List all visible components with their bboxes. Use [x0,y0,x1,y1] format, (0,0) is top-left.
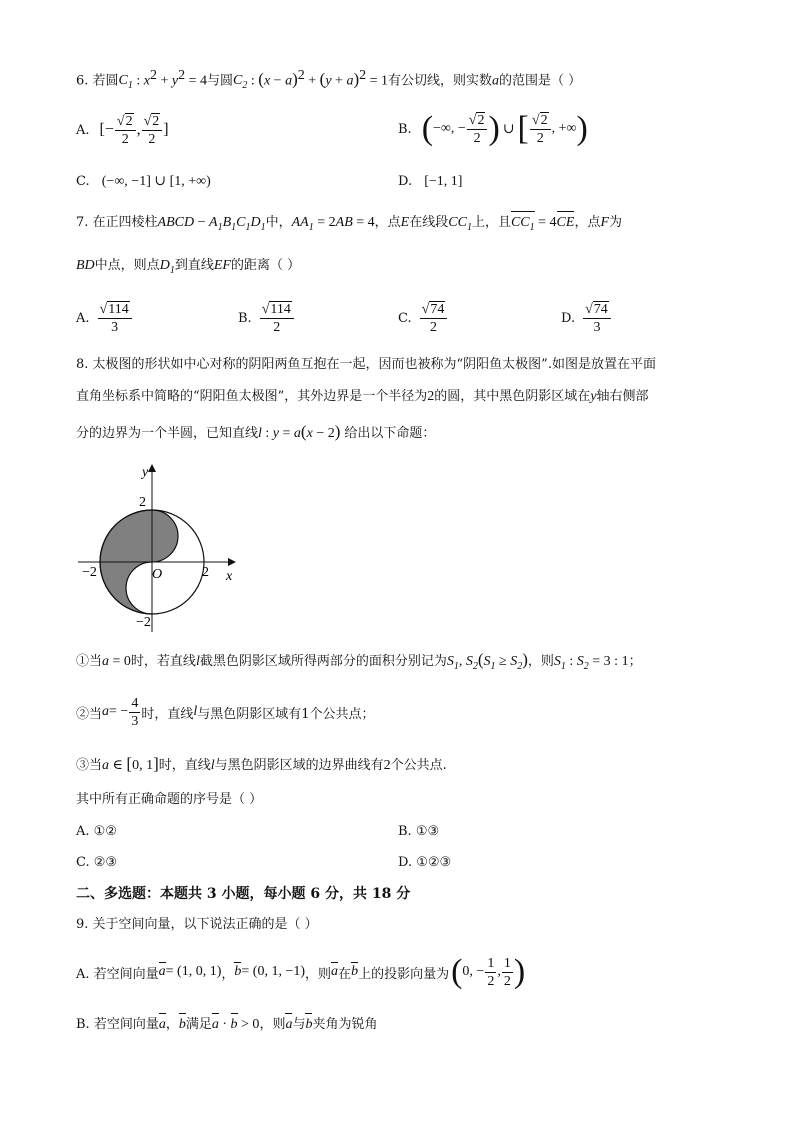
tick-x-pos: 2 [202,565,209,580]
section-heading: 二、多选题：本题共 3 小题，每小题 6 分，共 18 分 [76,886,411,902]
q6-mid: 与圆 [207,73,234,89]
q6-option-a[interactable]: A. [− $\frac{√2}{2}$ , $\frac{√2}{2}$ ] [76,113,169,147]
q6-option-c-label: C. [76,174,90,189]
q7-option-d[interactable]: D. $\frac{√74}{3}$ [561,296,612,340]
q6-tail: 的范围是（ ） [499,73,582,89]
q7-option-b[interactable]: B. $\frac{√114}{2}$ [238,296,295,340]
tick-y-neg: −2 [136,615,151,630]
taiji-figure [76,460,246,635]
x-axis-label: x [226,569,233,584]
q6-circle2: $C_2$ [233,73,248,92]
q8-option-c[interactable]: C. ②③ [76,855,118,870]
q6-option-d-label: D. [398,174,413,189]
y-axis-label: y [142,465,149,480]
q6-optA-frac1: $\frac{√2}{2}$ [115,113,136,148]
q8-stem-line3: 分的边界为一个半圆，已知直线l : y = a(x − 2) 给出以下命题： [76,422,436,441]
q7-option-a[interactable]: A. $\frac{√114}{3}$ [76,296,133,340]
q6-option-b[interactable]: B. ( −∞, − $\frac{√2}{2}$ ) ∪ [ $\frac{√2}{2}$ , +∞ ) [398,110,588,147]
q8-stem-line2: 直角坐标系中简略的“阴阳鱼太极图”，其外边界是一个半径为2的圆，其中黑色阴影区域在y轴右侧部 [76,389,649,404]
q8-option-b[interactable]: B. ①③ [398,824,440,839]
q6-optB-frac2: $\frac{√2}{2}$ [530,112,551,147]
q7-prefix: 7. 在正四棱柱 [76,215,158,230]
q9-option-b[interactable]: B. 若空间向量a，b满足a · b > 0，则a与b夹角为锐角 [76,1015,377,1035]
q8-stem-line1: 8. 太极图的形状如中心对称的阴阳两鱼互抱在一起，因而也被称为“阴阳鱼太极图”.如图是放置在平面 [76,357,656,372]
q7-option-c[interactable]: C. $\frac{√74}{2}$ [398,296,448,340]
q8-statement-3: ③当a ∈ [0, 1]时，直线l与黑色阴影区域的边界曲线有2个公共点. [76,754,447,773]
tick-x-neg: −2 [82,565,97,580]
q7-vector-ce: CE [557,213,575,233]
q8-question: 其中所有正确命题的序号是（ ） [76,792,263,807]
q6-circle1: $C_1$ [118,73,133,92]
q6-prefix: 6. 若圆 [76,73,119,89]
q6-option-d[interactable] [398,172,462,192]
q6-option-d-value: [−1, 1] [424,174,463,189]
q7-prism: ABCD [157,215,195,230]
q7-vector-cc1: $CC_1$ [511,213,535,238]
q7-stem-line2: BD中点，则点$D_1$到直线EF的距离（ ） [76,258,301,276]
q8-statement-1: ①当a = 0时，若直线l截黑色阴影区域所得两部分的面积分别记为$S_1$, $S_2(S_1 \ge S_2)$，则$S_1$ : $S_2 = 3$ : 1； [76,650,642,672]
q6-stem: 6. 若圆$C_1$ : $x^2 + y^2 = 4$与圆$C_2$ : $(x - a)^2 + (y + a)^2 = 1$有公切线，则实数a的范围是（ ） [76,68,582,92]
q9-option-a[interactable]: A. 若空间向量 a = (1, 0, 1) ， b = (0, 1, −1) ，则 a 在 b 上的投影向量为 ( 0, − $\frac{1}{2}$ , $\frac{1}{2}$ ) [76,953,526,990]
q6-option-a-label: A. [76,122,90,138]
q8-statement-2: ②当 a = − $\frac{4}{3}$ 时，直线 l 与黑色阴影区域有1个公共点； [76,695,375,729]
q6-option-c-value: (−∞, −1] ∪ [1, +∞) [101,174,211,189]
q7-stem-line1: 7. 在正四棱柱ABCD − $A_1B_1C_1D_1$中，$AA_1 = 2AB = 4$，点E在线段$CC_1$上，且$CC_1 = 4CE$，点F为 [76,213,622,238]
q6-option-b-label: B. [398,121,412,137]
q6-option-c[interactable] [76,172,211,192]
q8-option-d[interactable]: D. ①②③ [398,855,452,870]
q6-optB-frac1: $\frac{√2}{2}$ [467,112,488,147]
origin-label: O [152,567,163,582]
q6-optA-frac2: $\frac{√2}{2}$ [142,113,163,148]
tick-y-pos: 2 [139,495,146,510]
q9-stem: 9. 关于空间向量，以下说法正确的是（ ） [76,917,318,932]
q8-option-a[interactable]: A. ①② [76,824,117,839]
q6-suffix: 有公切线，则实数 [388,73,493,89]
